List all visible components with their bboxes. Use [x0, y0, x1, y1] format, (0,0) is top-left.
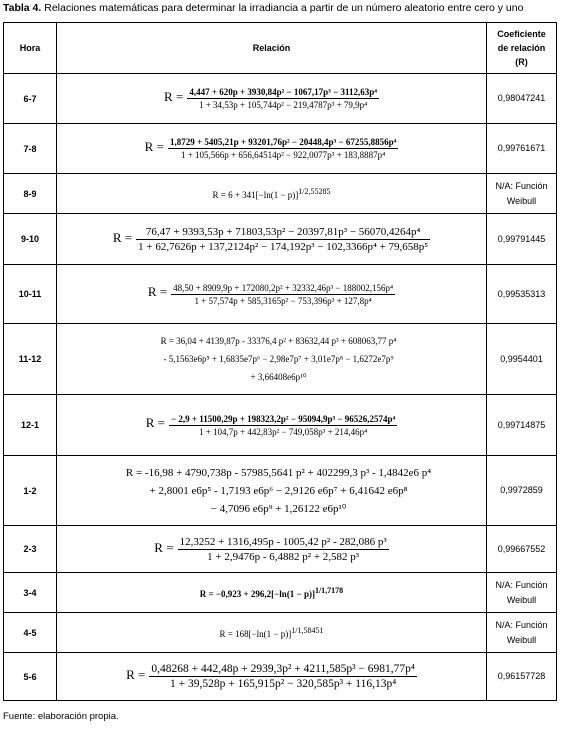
- hora-cell: 1-2: [4, 456, 57, 526]
- relation-fraction: [168, 137, 398, 160]
- relation-lhs: R =: [147, 284, 168, 300]
- relation-cell: [57, 214, 487, 265]
- relation-cell: [57, 124, 487, 174]
- coef-line1: N/A: Función: [495, 579, 548, 590]
- table-row: [4, 653, 557, 701]
- hora-cell: 3-4: [4, 573, 57, 613]
- coef-line1: N/A: Función: [495, 180, 548, 191]
- table-row: [4, 265, 557, 324]
- weibull-expression: R = 6 + 341[−ln(1 − p)]: [212, 190, 299, 200]
- hora-cell: 6-7: [4, 74, 57, 124]
- coef-cell: 0,96157728: [487, 653, 557, 701]
- coef-cell: 0,9954401: [487, 324, 557, 395]
- relation-fraction: [169, 414, 397, 437]
- coef-cell: 0,99791445: [487, 214, 557, 265]
- relation-cell: [57, 395, 487, 456]
- table-row: [4, 324, 557, 395]
- relation-cell: [57, 74, 487, 124]
- relation-line2: + 2,8001 e6p⁵ - 1,7193 e6p⁶ − 2,9126 e6p⁷ + 6,41642 e6p⁸: [149, 484, 408, 497]
- relation-cell: [57, 324, 487, 395]
- relation-fraction: [178, 536, 389, 563]
- relation-numerator: 48,50 + 8909,9p + 172080,2p² + 32332,46p³ − 188002,156p⁴: [173, 282, 394, 293]
- relation-denominator: 1 + 2,9476p - 6,4882 p² + 2,582 p³: [207, 550, 360, 563]
- coef-line2: Weibull: [506, 594, 537, 605]
- relation-line1: R = -16,98 + 4790,738p - 57985,5641 p² + 402299,3 p³ - 1,4842e6 p⁴: [125, 466, 432, 479]
- table-row: [4, 214, 557, 265]
- weibull-exponent: 1/1,7178: [314, 586, 344, 595]
- coef-line2: Weibull: [506, 195, 537, 206]
- hora-cell: 2-3: [4, 526, 57, 573]
- relation-line1: R = 36,04 + 4139,87p - 33376,4 p² + 83632,44 p³ + 608063,77 p⁴: [160, 336, 397, 346]
- relation-cell: [57, 526, 487, 573]
- relation-cell: [57, 613, 487, 653]
- relation-denominator: 1 + 104,7p + 442,83p² − 749,058p³ + 214,46p⁴: [198, 426, 368, 437]
- coef-cell: 0,9972859: [487, 456, 557, 526]
- weibull-expression: R = −0,923 + 296,2[−ln(1 − p)]: [199, 589, 315, 599]
- table-row: [4, 395, 557, 456]
- header-coef-line3: (R): [515, 57, 528, 67]
- coef-cell: 0,99667552: [487, 526, 557, 573]
- relation-denominator: 1 + 34,53p + 105,744p² − 219,4787p³ + 79,9p⁴: [198, 100, 368, 110]
- relation-denominator: 1 + 62,7626p + 137,2124p² − 174,192p³ − 102,3366p⁴ + 79,658p⁵: [138, 240, 429, 253]
- hora-cell: 12-1: [4, 395, 57, 456]
- relation-line3: + 3,66408e6p¹⁰: [250, 372, 307, 382]
- relation-lhs: R =: [164, 88, 184, 104]
- relation-numerator: 76,47 + 9393,53p + 71803,53p² − 20397,81p³ − 56070,4264p⁴: [136, 226, 430, 240]
- weibull-exponent: 1/1,58451: [291, 626, 324, 635]
- hora-cell: 10-11: [4, 265, 57, 324]
- header-coef-line1: Coeficiente: [497, 29, 546, 39]
- table-row: [4, 613, 557, 653]
- relation-denominator: 1 + 57,574p + 585,3165p² − 753,396p³ + 127,8p⁴: [194, 295, 372, 306]
- table-row: [4, 124, 557, 174]
- hora-cell: 7-8: [4, 124, 57, 174]
- relation-lhs: R =: [112, 229, 133, 245]
- relation-lhs: R =: [154, 539, 174, 555]
- table-row: [4, 456, 557, 526]
- header-coef: [487, 23, 557, 74]
- coef-line1: N/A: Función: [495, 619, 548, 630]
- weibull-exponent: 1/2,55285: [298, 187, 331, 196]
- hora-cell: 4-5: [4, 613, 57, 653]
- relation-fraction: [171, 283, 395, 306]
- coef-cell: 0,99761671: [487, 124, 557, 174]
- relation-fraction: [149, 663, 417, 690]
- header-hora: Hora: [4, 23, 57, 74]
- relation-denominator: 1 + 39,528p + 165,915p² − 320,585p³ + 116,13p⁴: [170, 678, 397, 690]
- relation-numerator: 12,3252 + 1316,495p - 1005,42 p² - 282,086 p³: [179, 535, 387, 548]
- relation-numerator: 0,48268 + 442,48p + 2939,3p² + 4211,585p³ − 6981,77p⁴: [151, 663, 415, 675]
- header-row: [4, 23, 557, 74]
- relation-lhs: R =: [144, 138, 164, 154]
- coef-cell: [487, 174, 557, 214]
- table-row: [4, 573, 557, 613]
- coef-cell: 0,99535313: [487, 265, 557, 324]
- relation-line3: − 4,7096 e6p⁹ + 1,26122 e6p¹⁰: [210, 502, 347, 515]
- coef-cell: 0,98047241: [487, 74, 557, 124]
- relation-lhs: R =: [126, 667, 146, 683]
- coef-cell: [487, 613, 557, 653]
- coef-line2: Weibull: [506, 634, 537, 645]
- hora-cell: 5-6: [4, 653, 57, 701]
- relation-cell: [57, 265, 487, 324]
- relation-cell: [57, 456, 487, 526]
- hora-cell: 9-10: [4, 214, 57, 265]
- header-coef-line2: de relación: [497, 43, 546, 53]
- hora-cell: 11-12: [4, 324, 57, 395]
- coef-cell: 0,99714875: [487, 395, 557, 456]
- weibull-expression: R = 168[−ln(1 − p)]: [219, 629, 292, 639]
- relation-numerator: 1,8729 + 5405,21p + 93201,76p² − 20448,4p³ − 67255,8856p⁴: [169, 137, 397, 147]
- relation-cell: [57, 573, 487, 613]
- caption-text: Relaciones matemáticas para determinar la irradiancia a partir de un número aleatorio entre cero y uno: [41, 2, 524, 14]
- table-row: [4, 174, 557, 214]
- relation-denominator: 1 + 105,566p + 656,64514p² − 922,0077p³ + 183,8887p⁴: [180, 150, 386, 160]
- relation-line2: - 5,1563e6p⁵ + 1,6835e7p⁶ − 2,98e7p⁷ + 3,01e7p⁸ − 1,6272e7p⁹: [163, 354, 394, 364]
- coef-cell: [487, 573, 557, 613]
- relation-fraction: [136, 226, 430, 253]
- relation-cell: [57, 653, 487, 701]
- table-row: [4, 526, 557, 573]
- source-note: Fuente: elaboración propia.: [3, 711, 119, 722]
- relation-fraction: [187, 87, 379, 110]
- table-caption: [3, 2, 523, 14]
- relation-numerator: − 2,9 + 11500,29p + 198323,2p² − 95094,9p³ − 96526,2574p⁴: [171, 413, 396, 424]
- relation-lhs: R =: [145, 415, 165, 431]
- relations-table: [3, 22, 557, 701]
- header-relacion: Relación: [57, 23, 487, 74]
- table-row: [4, 74, 557, 124]
- relation-numerator: 4,447 + 620p + 3930,84p² − 1067,17p³ − 3112,63p⁴: [189, 87, 377, 97]
- caption-label: Tabla 4.: [3, 2, 42, 14]
- relation-cell: [57, 174, 487, 214]
- hora-cell: 8-9: [4, 174, 57, 214]
